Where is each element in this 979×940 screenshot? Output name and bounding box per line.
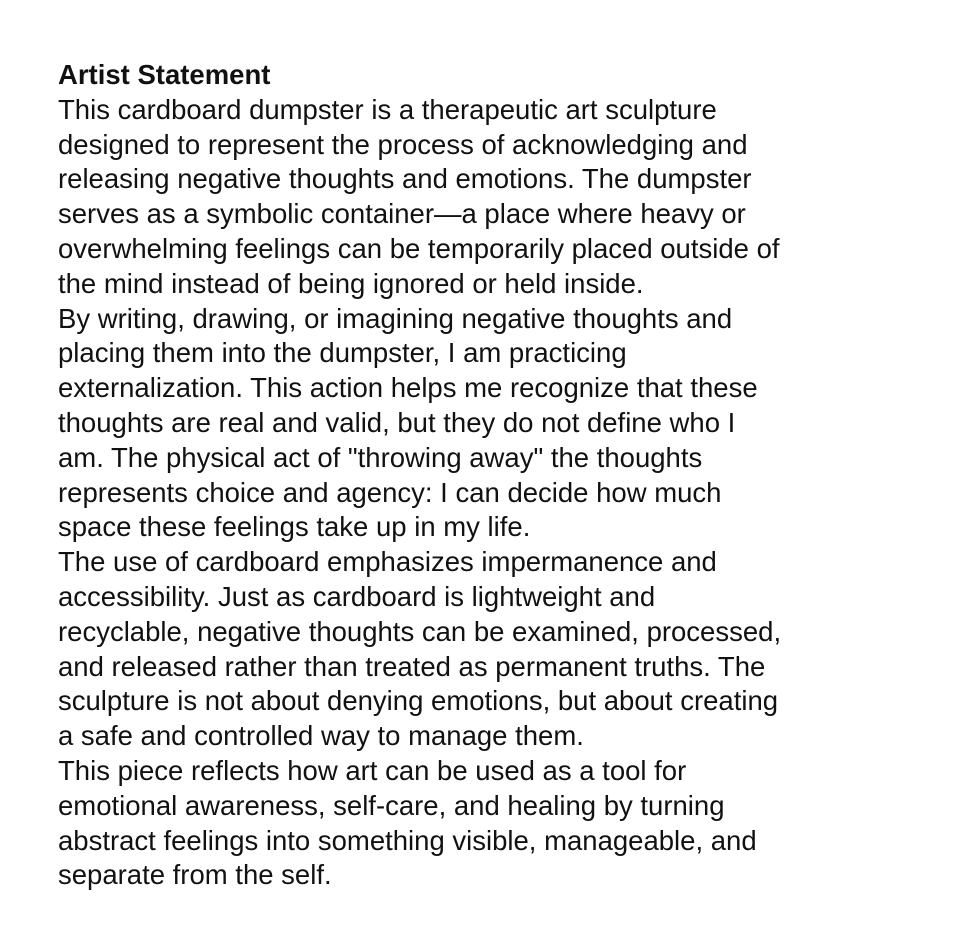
paragraph-line: accessibility. Just as cardboard is lightweight and (58, 580, 656, 612)
paragraph-line: a safe and controlled way to manage them. (58, 720, 584, 752)
paragraph-4 (58, 754, 938, 893)
paragraph-1 (58, 93, 938, 302)
artist-statement-document (58, 58, 938, 893)
paragraph-line: This piece reflects how art can be used as a tool for (58, 754, 687, 786)
paragraph-line: and released rather than treated as permanent truths. The (58, 650, 766, 682)
paragraph-line: thoughts are real and valid, but they do not define who I (58, 406, 736, 438)
paragraph-line: the mind instead of being ignored or held inside. (58, 267, 644, 299)
paragraph-2 (58, 302, 938, 546)
paragraph-line: am. The physical act of "throwing away" the thoughts (58, 441, 703, 473)
paragraph-line: emotional awareness, self-care, and healing by turning (58, 789, 725, 821)
paragraph-line: recyclable, negative thoughts can be examined, processed, (58, 615, 782, 647)
paragraph-line: separate from the self. (58, 859, 332, 891)
paragraph-line: By writing, drawing, or imagining negative thoughts and (58, 302, 733, 334)
paragraph-line: releasing negative thoughts and emotions. The dumpster (58, 163, 752, 195)
paragraph-line: abstract feelings into something visible, manageable, and (58, 824, 757, 856)
paragraph-line: overwhelming feelings can be temporarily placed outside of (58, 232, 780, 264)
paragraph-line: This cardboard dumpster is a therapeutic art sculpture (58, 93, 717, 125)
paragraph-line: represents choice and agency: I can decide how much (58, 476, 722, 508)
paragraph-line: placing them into the dumpster, I am practicing (58, 337, 627, 369)
paragraph-line: designed to represent the process of acknowledging and (58, 128, 748, 160)
document-title: Artist Statement (58, 59, 271, 90)
paragraph-line: serves as a symbolic container—a place where heavy or (58, 198, 746, 230)
paragraph-3 (58, 545, 938, 754)
paragraph-line: externalization. This action helps me recognize that these (58, 372, 758, 404)
paragraph-line: space these feelings take up in my life. (58, 511, 531, 543)
paragraph-line: The use of cardboard emphasizes impermanence and (58, 546, 717, 578)
paragraph-line: sculpture is not about denying emotions, but about creating (58, 685, 779, 717)
